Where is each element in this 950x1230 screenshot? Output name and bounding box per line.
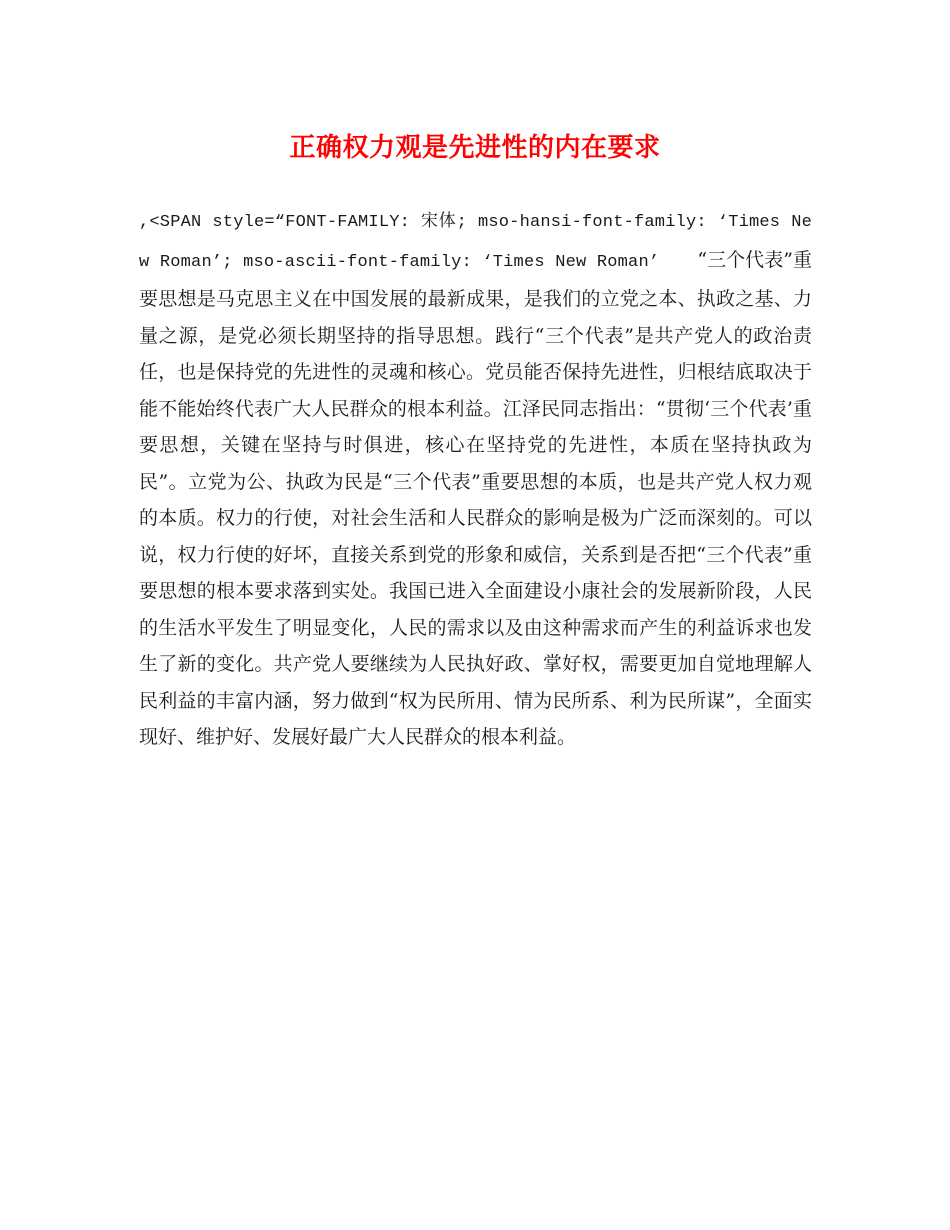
- stray-markup-text: ,<SPAN style=“FONT-FAMILY: 宋体; mso-hansi-font-family: ‘Times New Roman’; mso-ascii-font-family: ‘Times New Roman’: [139, 213, 812, 272]
- document-body: [139, 202, 812, 756]
- body-paragraph: “三个代表”重要思想是马克思主义在中国发展的最新成果，是我们的立党之本、执政之基、力量之源，是党必须长期坚持的指导思想。践行“三个代表”是共产党人的政治责任，也是保持党的先进性的灵魂和核心。党员能否保持先进性，归根结底取决于能不能始终代表广大人民群众的根本利益。江泽民同志指出：“贯彻‘三个代表’重要思想，关键在坚持与时俱进，核心在坚持党的先进性，本质在坚持执政为民”。立党为公、执政为民是“三个代表”重要思想的本质，也是共产党人权力观的本质。权力的行使，对社会生活和人民群众的影响是极为广泛而深刻的。可以说，权力行使的好坏，直接关系到党的形象和威信，关系到是否把“三个代表”重要思想的根本要求落到实处。我国已进入全面建设小康社会的发展新阶段，人民的生活水平发生了明显变化，人民的需求以及由这种需求而产生的利益诉求也发生了新的变化。共产党人要继续为人民执好政、掌好权，需要更加自觉地理解人民利益的丰富内涵，努力做到“权为民所用、情为民所系、利为民所谋”，全面实现好、维护好、发展好最广大人民群众的根本利益。: [139, 248, 812, 748]
- document-title: 正确权力观是先进性的内在要求: [289, 133, 661, 163]
